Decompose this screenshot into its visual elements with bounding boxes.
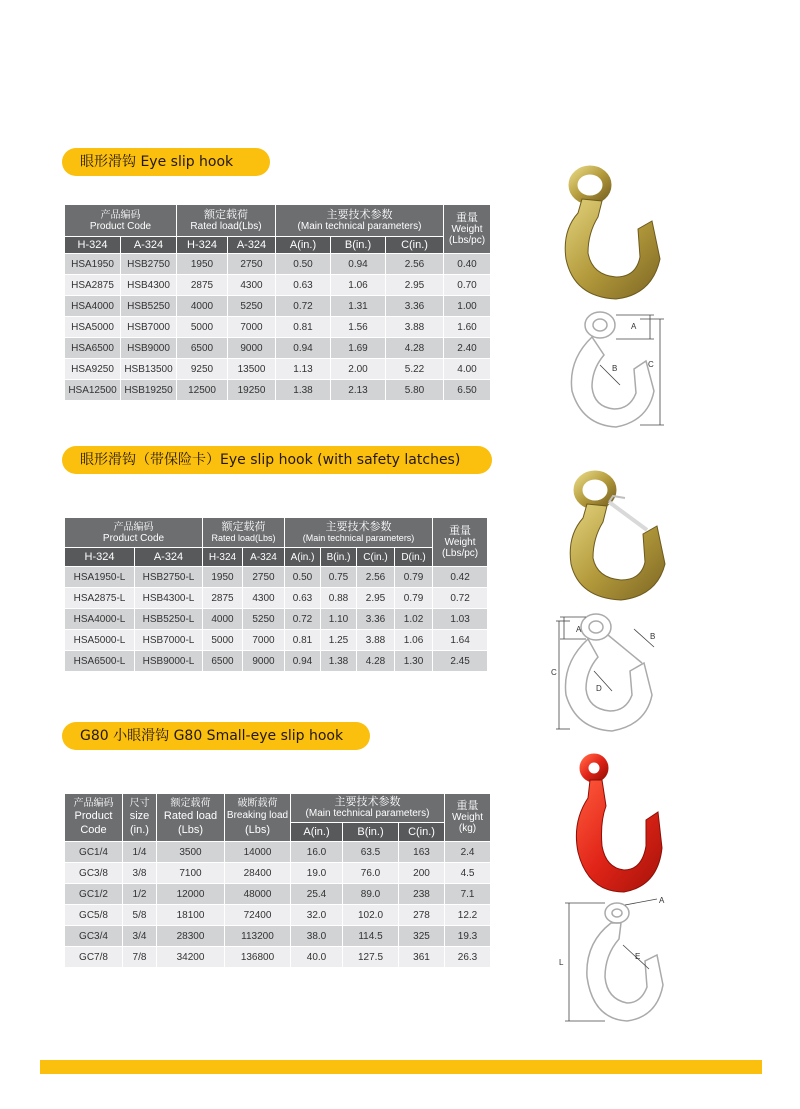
header-tech-params: 主要技术参数 (Main technical parameters) xyxy=(285,518,433,548)
table-row: GC7/8 7/8 34200 136800 40.0 127.5 361 26.3 xyxy=(65,947,491,968)
diagram1-label-a: A xyxy=(631,322,637,331)
header-breaking-load: 破断载荷 Breaking load (Lbs) xyxy=(225,794,291,842)
subheader-a: A(in.) xyxy=(291,823,343,842)
header-product-code: 产品编码 Product Code xyxy=(65,794,123,842)
subheader-load-a324: A-324 xyxy=(243,548,285,567)
subheader-d: D(in.) xyxy=(395,548,433,567)
subheader-b: B(in.) xyxy=(321,548,357,567)
g80-slip-hook-diagram xyxy=(545,895,675,1030)
header-product-code: 产品编码 Product Code xyxy=(65,205,177,237)
header-tech-params: 主要技术参数 (Main technical parameters) xyxy=(291,794,445,823)
table-row: HSA5000 HSB7000 5000 7000 0.81 1.56 3.88 1.60 xyxy=(65,317,491,338)
table-row: GC3/4 3/4 28300 113200 38.0 114.5 325 19.3 xyxy=(65,926,491,947)
subheader-a324: A-324 xyxy=(135,548,203,567)
subheader-a324: A-324 xyxy=(121,237,177,254)
header-rated-load: 额定载荷 Rated load (Lbs) xyxy=(157,794,225,842)
table-row: HSA6500 HSB9000 6500 9000 0.94 1.69 4.28 2.40 xyxy=(65,338,491,359)
subheader-h324: H-324 xyxy=(65,548,135,567)
spec-table-eye-slip-hook xyxy=(64,204,491,401)
table-row: HSA2875 HSB4300 2875 4300 0.63 1.06 2.95 0.70 xyxy=(65,275,491,296)
header-weight: 重量 Weight (kg) xyxy=(445,794,491,842)
header-tech-params: 主要技术参数 (Main technical parameters) xyxy=(276,205,444,237)
footer-accent-bar xyxy=(40,1060,762,1074)
table-row: HSA12500 HSB19250 12500 19250 1.38 2.13 5.80 6.50 xyxy=(65,380,491,401)
subheader-b: B(in.) xyxy=(331,237,386,254)
diagram2-label-c: C xyxy=(551,668,557,677)
table-row: HSA6500-L HSB9000-L 6500 9000 0.94 1.38 4.28 1.30 2.45 xyxy=(65,651,488,672)
diagram3-label-e: E xyxy=(635,952,641,961)
diagram1-label-c: C xyxy=(648,360,654,369)
diagram3-label-a: A xyxy=(659,896,665,905)
eye-slip-hook-latch-photo xyxy=(565,470,675,605)
subheader-a: A(in.) xyxy=(285,548,321,567)
header-rated-load: 额定载荷 Rated load(Lbs) xyxy=(177,205,276,237)
table-row: HSA4000-L HSB5250-L 4000 5250 0.72 1.10 3.36 1.02 1.03 xyxy=(65,609,488,630)
table-row: HSA5000-L HSB7000-L 5000 7000 0.81 1.25 3.88 1.06 1.64 xyxy=(65,630,488,651)
subheader-load-h324: H-324 xyxy=(177,237,228,254)
diagram2-label-a: A xyxy=(576,625,582,634)
table-row: GC1/4 1/4 3500 14000 16.0 63.5 163 2.4 xyxy=(65,842,491,863)
section-title-g80-small-eye-slip-hook: G80 小眼滑钩 G80 Small-eye slip hook xyxy=(62,722,370,750)
table-row: GC1/2 1/2 12000 48000 25.4 89.0 238 7.1 xyxy=(65,884,491,905)
eye-slip-hook-latch-diagram xyxy=(550,605,675,740)
diagram1-label-b: B xyxy=(612,364,618,373)
subheader-c: C(in.) xyxy=(386,237,444,254)
table-row: HSA1950-L HSB2750-L 1950 2750 0.50 0.75 2.56 0.79 0.42 xyxy=(65,567,488,588)
subheader-a: A(in.) xyxy=(276,237,331,254)
table-row: HSA9250 HSB13500 9250 13500 1.13 2.00 5.22 4.00 xyxy=(65,359,491,380)
diagram2-label-d: D xyxy=(596,684,602,693)
section-title-eye-slip-hook: 眼形滑钩 Eye slip hook xyxy=(62,148,270,176)
header-weight: 重量 Weight (Lbs/pc) xyxy=(433,518,488,567)
header-weight: 重量 Weight (Lbs/pc) xyxy=(444,205,491,254)
spec-table-eye-slip-hook-latch xyxy=(64,517,488,672)
subheader-c: C(in.) xyxy=(357,548,395,567)
subheader-b: B(in.) xyxy=(343,823,399,842)
spec-table-g80-slip-hook xyxy=(64,793,491,968)
eye-slip-hook-photo xyxy=(560,165,670,305)
table-row: GC5/8 5/8 18100 72400 32.0 102.0 278 12.2 xyxy=(65,905,491,926)
diagram2-label-b: B xyxy=(650,632,656,641)
header-product-code: 产品编码 Product Code xyxy=(65,518,203,548)
subheader-c: C(in.) xyxy=(399,823,445,842)
subheader-load-a324: A-324 xyxy=(228,237,276,254)
header-rated-load: 额定载荷 Rated load(Lbs) xyxy=(203,518,285,548)
table-row: HSA4000 HSB5250 4000 5250 0.72 1.31 3.36 1.00 xyxy=(65,296,491,317)
subheader-h324: H-324 xyxy=(65,237,121,254)
table-row: GC3/8 3/8 7100 28400 19.0 76.0 200 4.5 xyxy=(65,863,491,884)
header-size: 尺寸 size (in.) xyxy=(123,794,157,842)
eye-slip-hook-diagram xyxy=(560,305,670,435)
table-row: HSA1950 HSB2750 1950 2750 0.50 0.94 2.56 0.40 xyxy=(65,254,491,275)
g80-slip-hook-photo xyxy=(572,752,672,897)
table-row: HSA2875-L HSB4300-L 2875 4300 0.63 0.88 2.95 0.79 0.72 xyxy=(65,588,488,609)
section-title-eye-slip-hook-latch: 眼形滑钩（带保险卡）Eye slip hook (with safety latches) xyxy=(62,446,492,474)
diagram3-label-l: L xyxy=(559,958,564,967)
subheader-load-h324: H-324 xyxy=(203,548,243,567)
